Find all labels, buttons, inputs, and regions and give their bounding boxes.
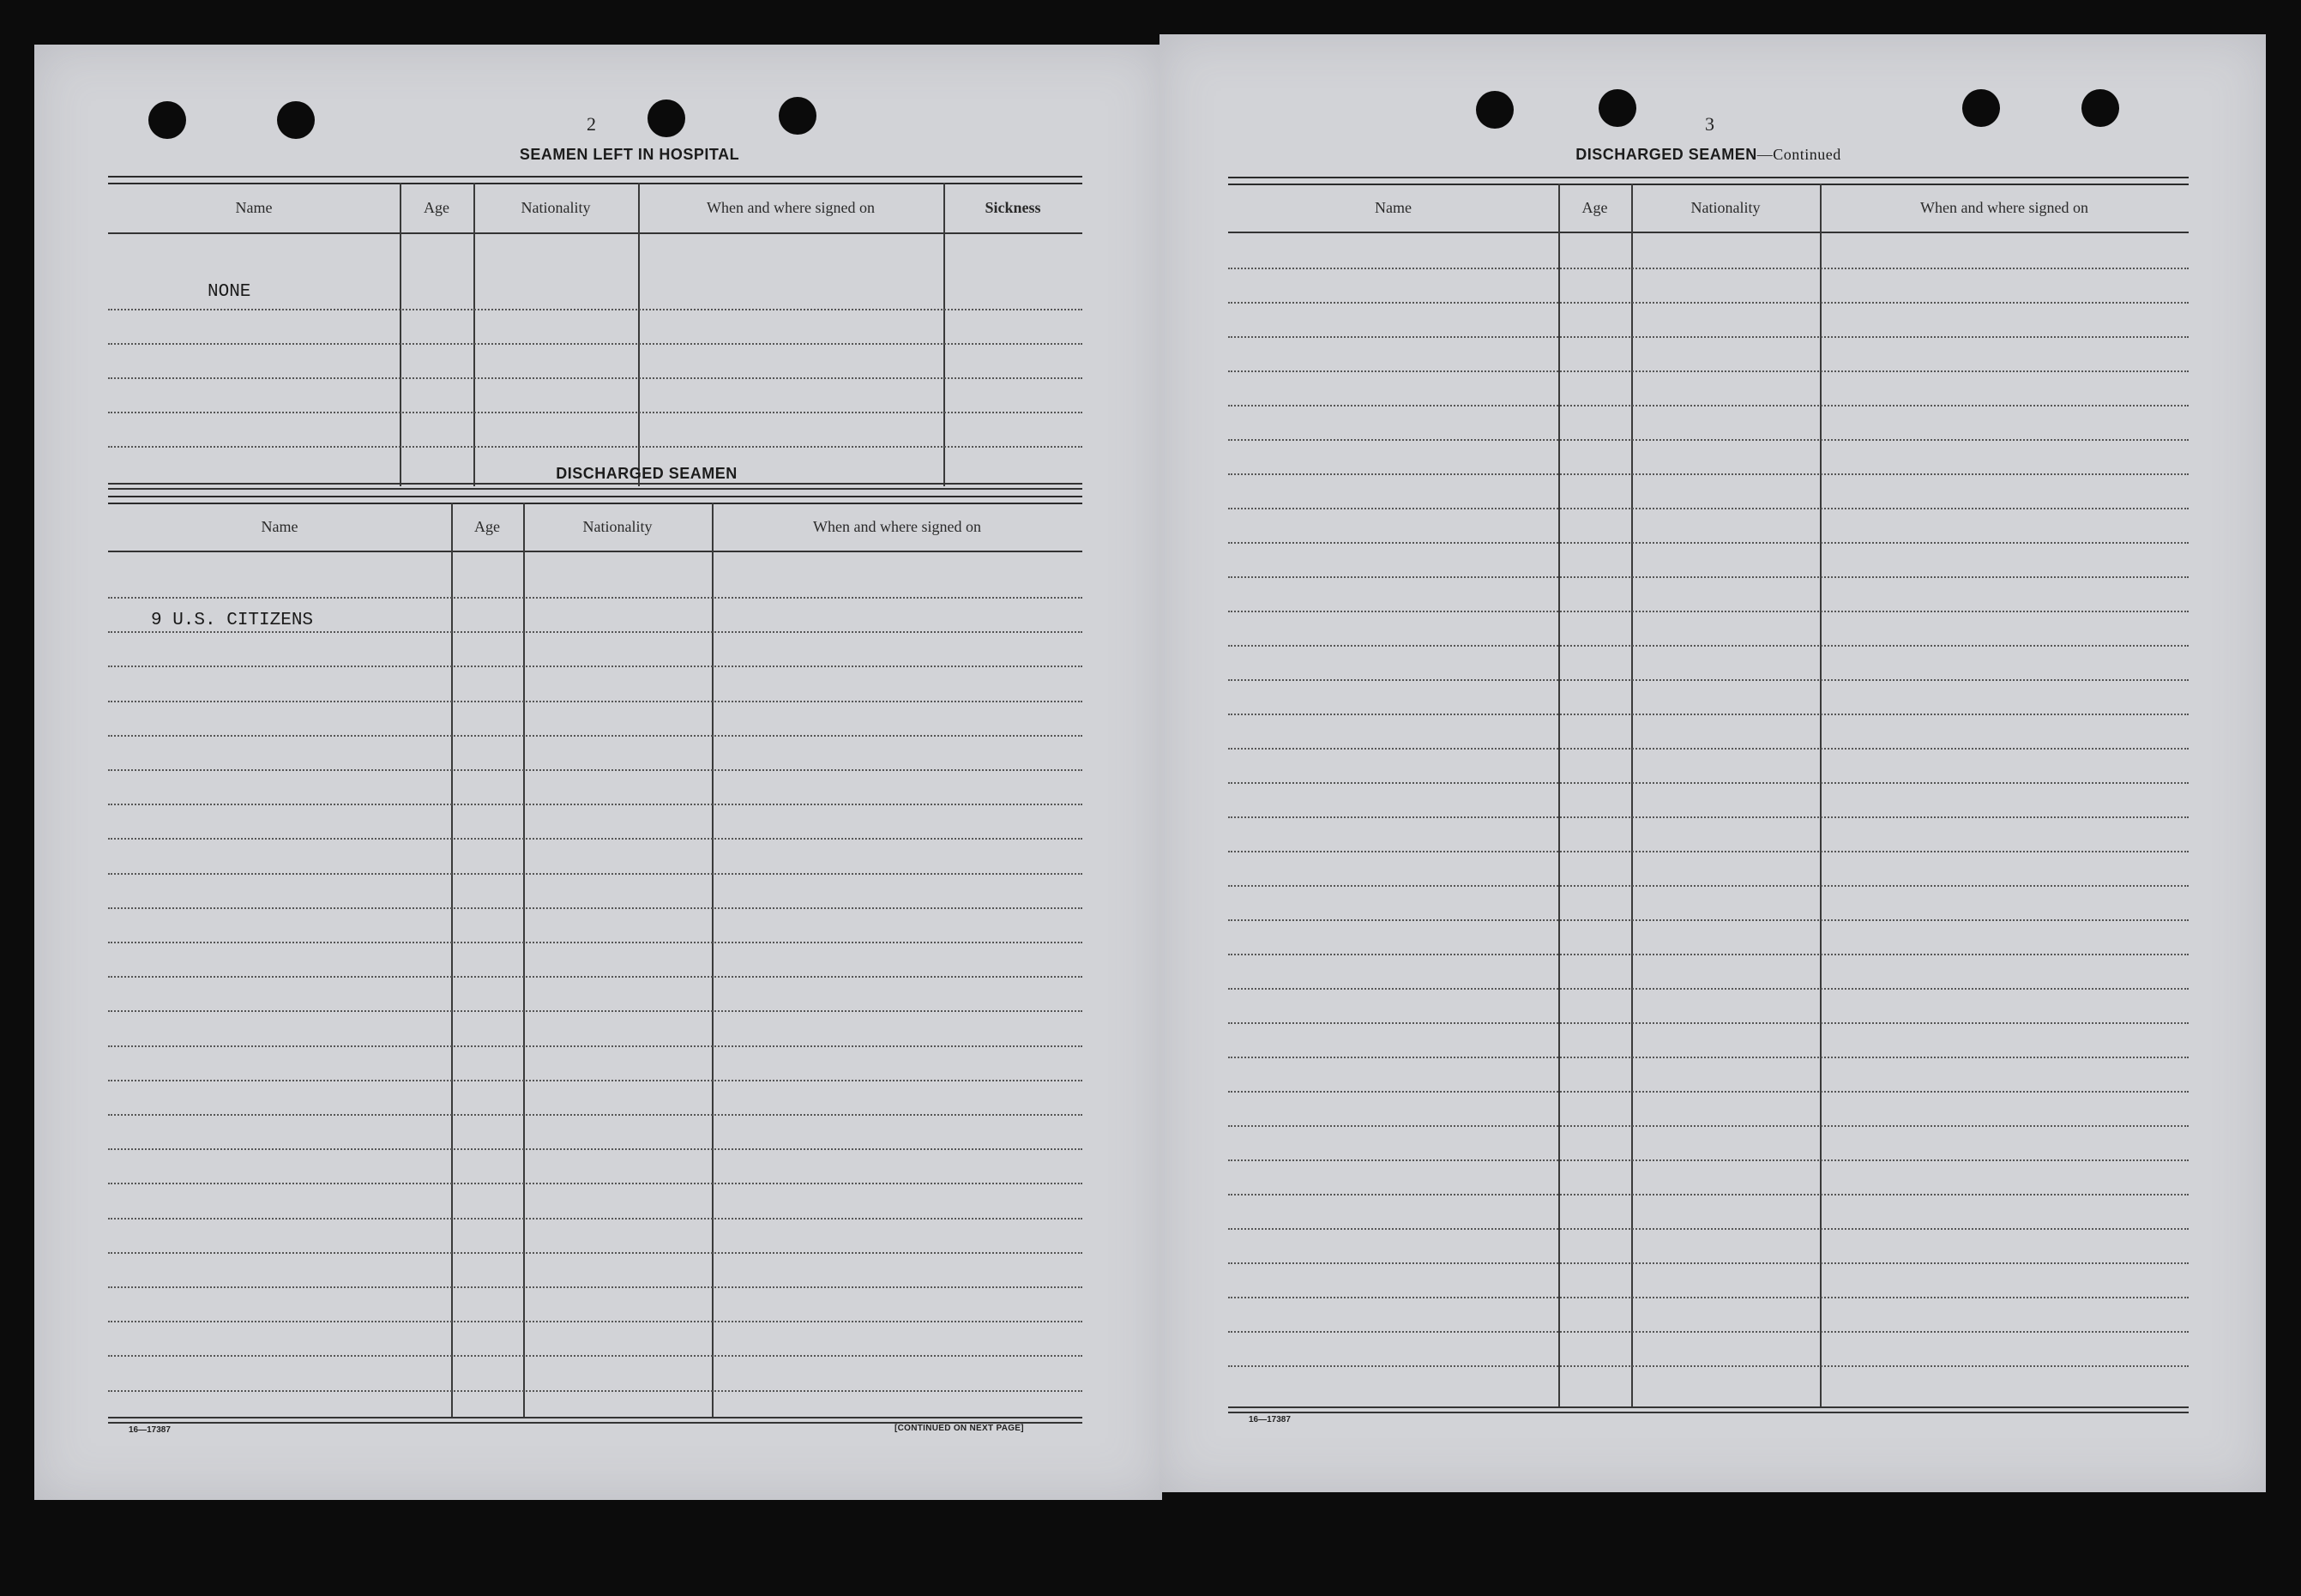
- table-row: [108, 1045, 1082, 1047]
- table-header: [1228, 184, 2189, 233]
- discharged-continued-table: [1228, 177, 2189, 1441]
- table-row: [1228, 714, 2189, 715]
- col-header-signed-on: When and where signed on: [813, 517, 981, 535]
- table-row: [108, 1010, 1082, 1012]
- table-row: [108, 873, 1082, 875]
- table-header: [108, 503, 1082, 552]
- table-row: [108, 1080, 1082, 1081]
- right-page: [1160, 34, 2266, 1492]
- column-divider: [1558, 184, 1560, 1408]
- table-row: [1228, 988, 2189, 990]
- table-row: [1228, 1331, 2189, 1333]
- discharged-entry: 9 U.S. CITIZENS: [151, 611, 314, 630]
- table-row: [1228, 336, 2189, 338]
- discharged-continued-title: [1485, 146, 1931, 164]
- table-row: [1228, 370, 2189, 372]
- title-suffix: —Continued: [1756, 146, 1841, 163]
- table-bottom-rule: [108, 483, 1082, 490]
- table-row: [108, 446, 1082, 448]
- table-row: [108, 769, 1082, 771]
- col-header-name: Name: [1375, 198, 1412, 216]
- table-row: [108, 666, 1082, 667]
- punch-hole: [648, 99, 685, 137]
- table-row: [108, 1252, 1082, 1254]
- col-header-sickness: Sickness: [985, 198, 1041, 216]
- table-row: [1228, 508, 2189, 509]
- table-row: [108, 942, 1082, 943]
- table-row: [108, 1321, 1082, 1322]
- punch-hole: [1476, 91, 1514, 129]
- punch-hole: [779, 97, 816, 135]
- col-header-age: Age: [1581, 198, 1608, 216]
- col-header-signed-on: When and where signed on: [1920, 198, 2088, 216]
- table-bottom-rule: [1228, 1406, 2189, 1413]
- table-row: [1228, 1057, 2189, 1058]
- table-header: [108, 183, 1082, 234]
- table-row: [1228, 268, 2189, 269]
- table-row: [108, 1114, 1082, 1116]
- table-row: [1228, 851, 2189, 852]
- table-row: [108, 1355, 1082, 1357]
- col-header-name: Name: [261, 517, 298, 535]
- table-row: [1228, 645, 2189, 647]
- table-row: [1228, 679, 2189, 681]
- hospital-section-title: SEAMEN LEFT IN HOSPITAL: [519, 146, 740, 163]
- table-row: [1228, 1194, 2189, 1195]
- table-row: [108, 309, 1082, 310]
- table-row: [108, 377, 1082, 379]
- table-row: [1228, 1125, 2189, 1127]
- table-row: [1228, 439, 2189, 441]
- table-row: [1228, 885, 2189, 887]
- hospital-table: [108, 176, 1082, 490]
- table-row: [1228, 748, 2189, 750]
- col-header-signed-on: When and where signed on: [707, 198, 875, 216]
- column-divider: [523, 503, 525, 1418]
- column-divider: [712, 503, 714, 1418]
- page-number: 3: [1705, 113, 1714, 135]
- table-row: [1228, 782, 2189, 784]
- table-row: [1228, 473, 2189, 475]
- table-row: [108, 701, 1082, 702]
- table-row: [108, 631, 1082, 633]
- table-row: [108, 804, 1082, 805]
- col-header-age: Age: [424, 198, 449, 216]
- column-divider: [1820, 184, 1822, 1408]
- column-divider: [638, 183, 640, 486]
- discharged-section-title: DISCHARGED SEAMEN: [556, 465, 738, 482]
- col-header-nationality: Nationality: [1690, 198, 1761, 216]
- table-row: [108, 1183, 1082, 1184]
- punch-hole: [1599, 89, 1636, 127]
- table-row: [1228, 1159, 2189, 1161]
- table-row: [108, 1390, 1082, 1392]
- column-divider: [473, 183, 475, 486]
- table-row: [1228, 1297, 2189, 1298]
- table-row: [1228, 302, 2189, 304]
- table-row: [1228, 611, 2189, 612]
- table-row: [108, 735, 1082, 737]
- punch-hole: [277, 101, 315, 139]
- column-divider: [451, 503, 453, 1418]
- hospital-entry: NONE: [208, 282, 251, 302]
- table-row: [1228, 1365, 2189, 1367]
- col-header-nationality: Nationality: [521, 198, 591, 216]
- table-row: [108, 1218, 1082, 1220]
- col-header-nationality: Nationality: [582, 517, 653, 535]
- punch-hole: [148, 101, 186, 139]
- table-row: [108, 907, 1082, 909]
- left-page: [34, 45, 1162, 1500]
- table-row: [108, 1286, 1082, 1288]
- form-code: 16—17387: [1249, 1415, 1291, 1424]
- column-divider: [943, 183, 945, 486]
- table-row: [1228, 1022, 2189, 1024]
- table-row: [108, 838, 1082, 840]
- table-row: [1228, 1262, 2189, 1264]
- table-bottom-rule: [108, 1417, 1082, 1424]
- col-header-age: Age: [474, 517, 500, 535]
- continued-note: [CONTINUED ON NEXT PAGE]: [894, 1424, 1024, 1433]
- table-row: [1228, 576, 2189, 578]
- column-divider: [400, 183, 401, 486]
- table-row: [1228, 405, 2189, 407]
- title-main: DISCHARGED SEAMEN: [1575, 146, 1757, 163]
- table-row: [108, 343, 1082, 345]
- discharged-table: [108, 496, 1082, 1465]
- table-row: [108, 976, 1082, 978]
- table-row: [1228, 816, 2189, 818]
- table-row: [1228, 1228, 2189, 1230]
- table-row: [1228, 1091, 2189, 1093]
- col-header-name: Name: [235, 198, 273, 216]
- table-row: [108, 1148, 1082, 1150]
- table-row: [108, 597, 1082, 599]
- punch-hole: [1962, 89, 2000, 127]
- form-code: 16—17387: [129, 1425, 171, 1435]
- punch-hole: [2081, 89, 2119, 127]
- table-row: [1228, 919, 2189, 921]
- table-row: [108, 412, 1082, 413]
- table-row: [1228, 542, 2189, 544]
- page-number: 2: [587, 113, 596, 135]
- table-row: [1228, 954, 2189, 955]
- column-divider: [1631, 184, 1633, 1408]
